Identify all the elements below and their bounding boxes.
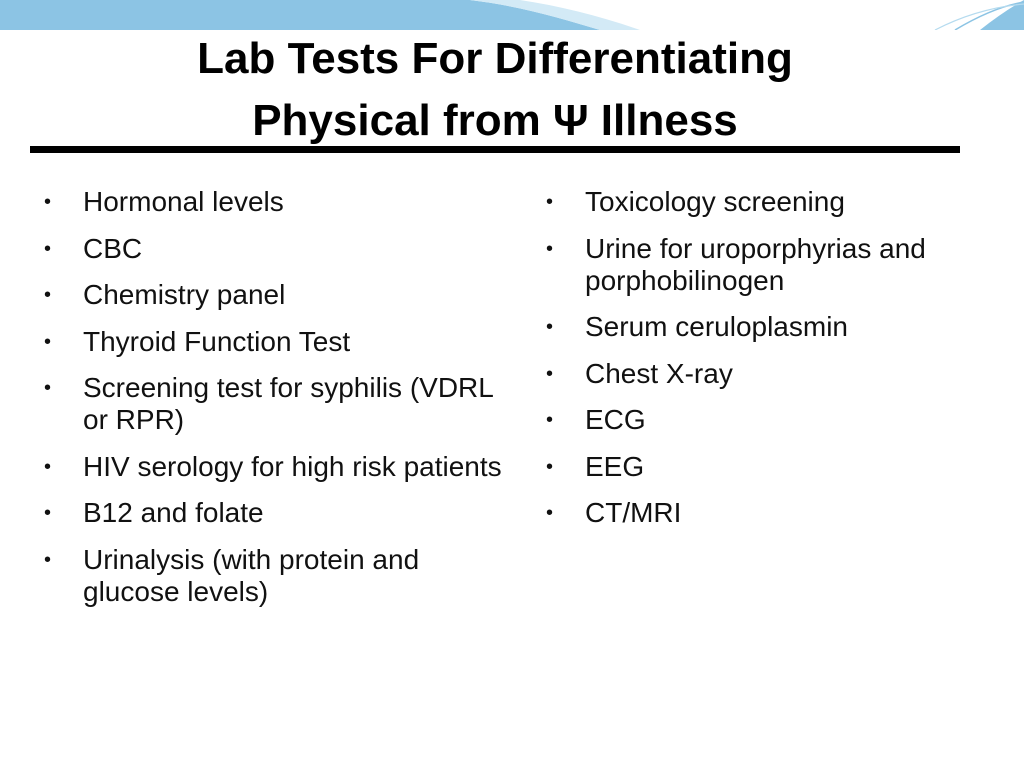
bullet-text: Serum ceruloplasmin [585, 311, 848, 342]
bullet-item [546, 233, 1016, 297]
bullet-marker: • [546, 191, 554, 213]
bullet-text: EEG [585, 450, 645, 482]
bullet-marker: • [44, 284, 52, 306]
bullet-text: ECG [585, 404, 646, 435]
bullet-marker: • [44, 502, 52, 524]
decorative-header-banner [0, 0, 1024, 30]
bullet-item [546, 186, 1016, 218]
bullet-item [546, 497, 1016, 529]
bullet-text: CT/MRI [585, 497, 682, 528]
slide-title [0, 28, 990, 152]
bullet-marker: • [44, 455, 52, 478]
slide-title-line-1: Lab Tests For Differentiating [197, 34, 793, 83]
left-bullet-list [44, 186, 514, 622]
bullet-text: B12 and folate [83, 497, 264, 528]
bullet-item [44, 233, 514, 265]
bullet-item [44, 372, 514, 436]
bullet-item [546, 451, 1016, 483]
bullet-item [44, 497, 514, 529]
slide-title-line-2: Physical from Ψ Illness [252, 96, 738, 145]
bullet-text: CBC [83, 232, 143, 264]
bullet-item [546, 404, 1016, 436]
bullet-marker: • [44, 548, 52, 571]
bullet-marker: • [44, 237, 52, 260]
bullet-text: Toxicology screening [585, 186, 845, 217]
bullet-item [44, 544, 514, 608]
bullet-marker: • [546, 455, 554, 478]
title-underline [30, 146, 960, 153]
bullet-text: HIV serology for high risk patients [83, 450, 502, 482]
bullet-marker: • [44, 377, 52, 399]
right-bullet-list [546, 186, 1016, 544]
bullet-item [44, 451, 514, 483]
bullet-text: Urine for uroporphyrias and porphobilinogen [585, 232, 926, 296]
bullet-marker: • [44, 191, 52, 213]
bullet-marker: • [546, 237, 554, 260]
bullet-item [44, 279, 514, 311]
bullet-marker: • [546, 316, 554, 338]
bullet-item [44, 326, 514, 358]
bullet-marker: • [546, 362, 554, 385]
bullet-marker: • [546, 502, 554, 524]
bullet-text: Thyroid Function Test [83, 325, 351, 357]
bullet-text: Hormonal levels [83, 186, 284, 217]
bullet-marker: • [44, 330, 52, 353]
bullet-marker: • [546, 409, 554, 431]
bullet-item [546, 311, 1016, 343]
bullet-text: Chemistry panel [83, 279, 286, 310]
bullet-text: Urinalysis (with protein and glucose levels) [83, 543, 420, 607]
bullet-text: Chest X-ray [585, 357, 733, 389]
bullet-item [44, 186, 514, 218]
bullet-text: Screening test for syphilis (VDRL or RPR) [83, 372, 493, 435]
bullet-item [546, 358, 1016, 390]
